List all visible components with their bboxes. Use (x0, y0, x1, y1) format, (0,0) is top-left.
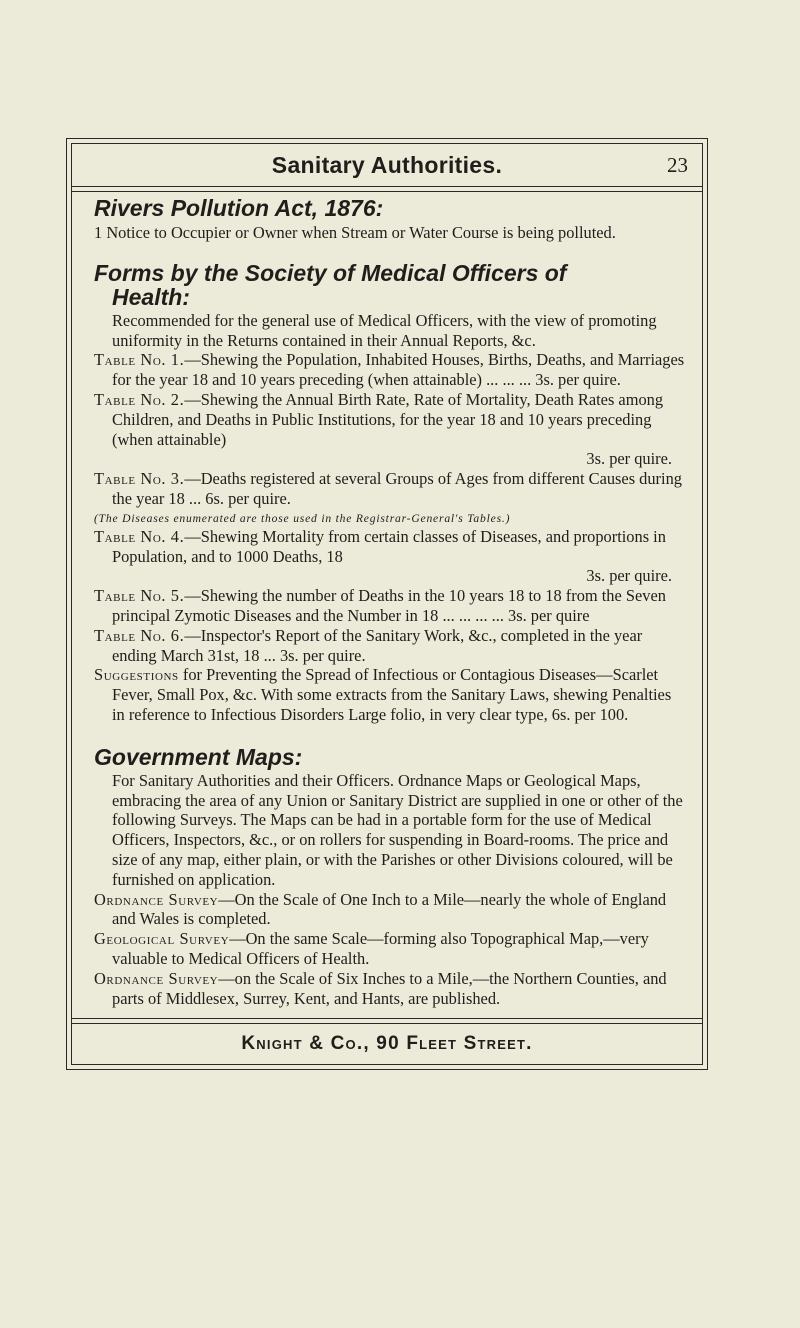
table-2-price: 3s. per quire. (586, 449, 672, 469)
page-title: Sanitary Authorities. (271, 151, 503, 178)
table-4-price: 3s. per quire. (586, 566, 672, 586)
forms-heading-line1: Forms by the Society of Medical Officers of (94, 259, 567, 286)
table-5-label: Table No. 5. (94, 586, 185, 606)
diseases-note: (The Diseases enumerated are those used in the Registrar-General's Tables.) (94, 511, 511, 525)
survey-3-text: —on the Scale of Six Inches to a Mile,—the Northern Counties, and parts of Middlesex, Surrey, Kent, and Hants, are published. (112, 968, 667, 1008)
publisher-footer (72, 1024, 702, 1064)
page-frame (66, 138, 708, 1070)
rivers-item-text: Notice to Occupier or Owner when Stream or Water Course is being polluted. (106, 223, 616, 242)
table-2-label: Table No. 2. (94, 389, 185, 409)
rivers-heading: Rivers Pollution Act, 1876: (94, 195, 384, 221)
maps-intro: For Sanitary Authorities and their Officers. Ordnance Maps or Geological Maps, embracing the area of any Union or Sanitary District are supplied in one or other of the following Surveys. The Maps can be had in a portable form for the use of Medical Officers, Inspectors, &c., or on rollers for suspending in Board-rooms. The price and size of any map, either plain, or with the Parishes or other Divisions coloured, will be furnished on application. (112, 770, 683, 889)
rivers-item (94, 223, 688, 243)
page-number: 23 (667, 153, 688, 177)
rivers-item-number: 1 (94, 223, 103, 242)
table-4-entry (94, 527, 688, 567)
table-3-text: —Deaths registered at several Groups of Ages from different Causes during the year 18 ... 6s. per quire. (112, 469, 682, 508)
survey-2-label: Geological Survey (94, 929, 230, 949)
running-header (72, 144, 702, 186)
table-5-entry (94, 586, 688, 626)
page-body (94, 196, 688, 1008)
forms-intro: Recommended for the general use of Medical Officers, with the view of promoting uniformity in the Returns contained in their Annual Reports, &c. (112, 310, 657, 350)
suggestions-entry (94, 665, 688, 724)
forms-heading (94, 261, 688, 309)
table-2-text: —Shewing the Annual Birth Rate, Rate of Mortality, Death Rates among Children, and Deaths in Public Institutions, for the year 18 and 10 years preceding (when attainable) (112, 389, 664, 449)
page-inner-frame (71, 143, 703, 1065)
survey-1-entry (94, 890, 688, 930)
table-1-entry (94, 350, 688, 390)
table-3-entry (94, 469, 688, 509)
table-4-text: —Shewing Mortality from certain classes of Diseases, and proportions in Population, and to 1000 Deaths, 18 (112, 526, 666, 566)
survey-2-text: —On the same Scale—forming also Topographical Map,—very valuable to Medical Officers of Health. (112, 929, 649, 968)
maps-heading: Government Maps: (94, 743, 303, 770)
table-1-text: —Shewing the Population, Inhabited Houses, Births, Deaths, and Marriages for the year 18 and 10 years preceding (when attainable) ... ... ... 3s. per quire. (112, 350, 685, 390)
table-1-label: Table No. 1. (94, 350, 185, 370)
forms-heading-line2: Health: (112, 283, 190, 310)
header-rule (72, 186, 702, 192)
table-5-text: —Shewing the number of Deaths in the 10 years 18 to 18 from the Seven principal Zymotic Diseases and the Number in 18 ... ... ... ... 3s. per quire (112, 586, 666, 625)
table-4-label: Table No. 4. (94, 526, 185, 546)
suggestions-text: for Preventing the Spread of Infectious or Contagious Diseases—Scarlet Fever, Small Pox, &c. With some extracts from the Sanitary Laws, shewing Penalties in reference to Infectious Disorders Large folio, in very clear type, 6s. per 100. (112, 665, 672, 724)
survey-2-entry (94, 929, 688, 969)
table-2-entry (94, 390, 688, 449)
table-3-label: Table No. 3. (94, 469, 185, 489)
survey-1-label: Ordnance Survey (94, 889, 219, 909)
table-6-label: Table No. 6. (94, 625, 185, 645)
survey-3-label: Ordnance Survey (94, 968, 219, 988)
survey-1-text: —On the Scale of One Inch to a Mile—nearly the whole of England and Wales is completed. (112, 889, 667, 929)
table-6-text: —Inspector's Report of the Sanitary Work, &c., completed in the year ending March 31st, 18 ... 3s. per quire. (112, 625, 643, 665)
table-6-entry (94, 626, 688, 666)
survey-3-entry (94, 969, 688, 1009)
suggestions-label: Suggestions (94, 665, 179, 685)
publisher-imprint: Knight & Co., 90 Fleet Street. (241, 1033, 533, 1054)
